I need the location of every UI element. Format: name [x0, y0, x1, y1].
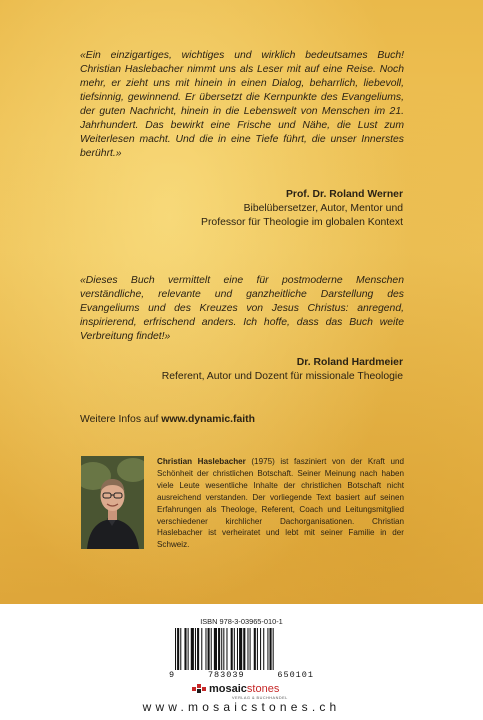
barcode: [173, 628, 310, 670]
barcode-bar: [191, 628, 194, 670]
barcode-digit-lead: 9: [169, 670, 176, 680]
publisher-name-part1: mosaic: [209, 683, 247, 695]
barcode-digit-group-right: 650101: [277, 670, 314, 680]
author-name: Prof. Dr. Roland Werner: [285, 189, 403, 200]
barcode-bar: [188, 628, 189, 670]
barcode-bar: [205, 628, 206, 670]
publisher-website[interactable]: www.mosaicstones.ch: [142, 700, 341, 714]
barcode-bar: [234, 628, 235, 670]
bio-author-name: Christian Haslebacher: [157, 457, 246, 466]
more-info-line: [80, 414, 255, 425]
barcode-bar: [254, 628, 256, 670]
author-role: Bibelübersetzer, Autor, Mentor und: [243, 203, 403, 214]
barcode-bar: [197, 628, 199, 670]
barcode-bar: [201, 628, 202, 670]
publisher-name-part2: stones: [246, 683, 280, 695]
publisher-name: [209, 683, 279, 695]
endorsement-author-werner: [201, 188, 403, 230]
endorsement-author-hardmeier: [162, 356, 403, 384]
barcode-bar: [180, 628, 181, 670]
endorsement-quote-werner: «Ein einzigartiges, wichtiges und wirklich bedeutsames Buch! Christian Haslebacher nimmt uns als Leser mit auf eine Reise. Noch mehr, er zieht uns mit hinein in einen Dialog, beharrlich, liebevoll, tiefsinnig, gewinnend. Er übersetzt die Kernpunkte des Evangeliums, der guten Nachricht, hinein in die Lebenswelt von Menschen im 21. Jahrhundert. Das bewirkt eine Frische und Nähe, die Lust zum Weiterlesen macht. Und die in eine Tiefe führt, die unser Innerstes berührt.»: [80, 50, 404, 159]
barcode-bar: [226, 628, 227, 670]
endorsement-quote-hardmeier: «Dieses Buch vermittelt eine für postmoderne Menschen verständliche, relevante und ganzheitliche Darstellung des Evangeliums und des Kreuzes von Jesus Christus: anregend, inspirierend, erfrischend anders. Ich hoffe, dass das Buch weite Verbreitung findet!»: [80, 275, 404, 342]
mosaic-tiles-icon: [192, 682, 206, 696]
barcode-bar: [195, 628, 196, 670]
barcode-bar: [208, 628, 210, 670]
barcode-bar: [177, 628, 179, 670]
author-role: Professor für Theologie im globalen Kontext: [201, 217, 403, 228]
barcode-bar: [257, 628, 258, 670]
barcode-bar: [239, 628, 242, 670]
barcode-bar: [267, 628, 268, 670]
author-photo: [81, 456, 144, 549]
barcode-bar: [273, 628, 274, 670]
barcode-bar: [231, 628, 233, 670]
website-link[interactable]: www.dynamic.faith: [161, 414, 255, 425]
barcode-bar: [221, 628, 222, 670]
publisher-subtitle: VERLAG & BUCHHANDEL: [232, 696, 288, 700]
barcode-bar: [175, 628, 176, 670]
barcode-bar: [250, 628, 251, 670]
barcode-digit-group-left: 783039: [207, 670, 245, 680]
more-info-prefix: Weitere Infos auf: [80, 414, 162, 425]
barcode-bar: [263, 628, 264, 670]
isbn-label: ISBN 978-3-03965-010-1: [200, 617, 283, 626]
barcode-bar: [237, 628, 238, 670]
publisher-logo: [192, 682, 279, 696]
barcode-digits: [169, 670, 314, 680]
barcode-bar: [260, 628, 261, 670]
barcode-bar: [223, 628, 224, 670]
barcode-bar: [184, 628, 186, 670]
barcode-bar: [218, 628, 220, 670]
barcode-bar: [243, 628, 245, 670]
barcode-bar: [247, 628, 248, 670]
author-role: Referent, Autor und Dozent für missionale Theologie: [161, 371, 403, 382]
barcode-bar: [211, 628, 212, 670]
author-biography: [157, 456, 404, 551]
barcode-bar: [270, 628, 272, 670]
author-name: Dr. Roland Hardmeier: [296, 357, 403, 368]
barcode-bar: [214, 628, 217, 670]
bio-text: (1975) ist fasziniert von der Kraft und Schönheit der christlichen Botschaft. Seiner Meinung nach haben viele Leute wesentliche Inhalte der christlichen Botschaft nicht ausreichend verstanden. Der vorliegende Text basiert auf seinen Erfahrungen als Theologe, Referent, Coach und Leitungsmitglied verschiedener kirchlicher Dachorganisationen. Christian Haslebacher ist verheiratet und lebt mit seiner Familie in der Schweiz.: [157, 457, 405, 550]
